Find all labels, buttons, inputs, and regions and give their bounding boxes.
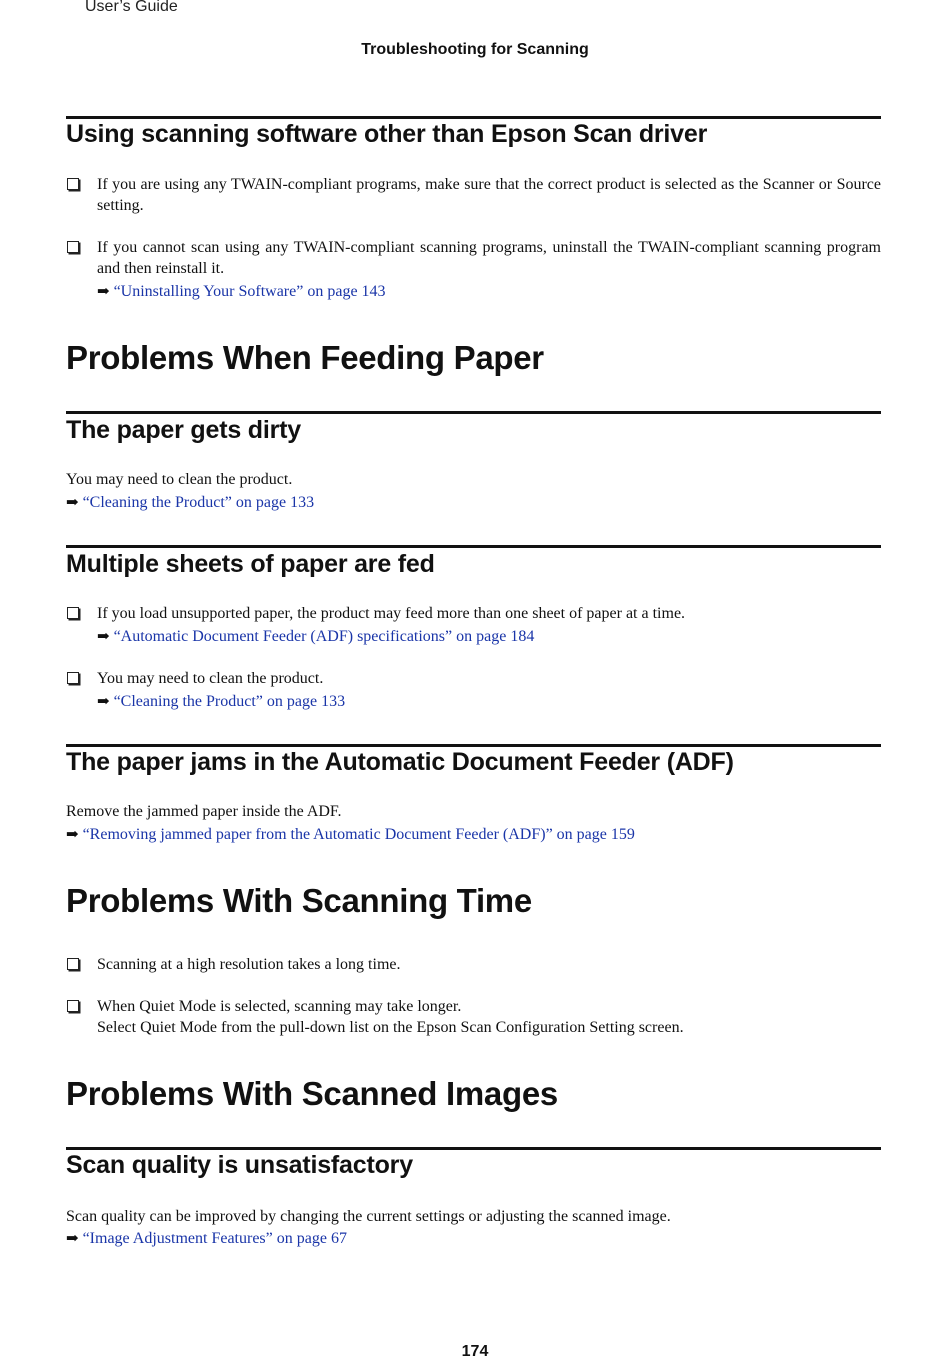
checkbox-bullet-icon	[67, 178, 79, 190]
checkbox-bullet-icon	[67, 607, 79, 619]
section-rule	[66, 1147, 881, 1150]
scanning-time-item-2-line-1: When Quiet Mode is selected, scanning may take longer.	[97, 998, 462, 1015]
checkbox-bullet-icon	[67, 1000, 79, 1012]
link-cleaning-product[interactable]: “Cleaning the Product” on page 133	[82, 494, 315, 511]
page-number: 174	[461, 1343, 489, 1360]
link-row	[97, 626, 534, 648]
heading-scanning-time: Problems With Scanning Time	[66, 882, 532, 919]
other-software-item-2: If you cannot scan using any TWAIN-compliant scanning programs, uninstall the TWAIN-compliant scanning program and then reinstall it.	[97, 239, 881, 277]
link-image-adjustment[interactable]: “Image Adjustment Features” on page 67	[82, 1230, 347, 1247]
heading-other-software: Using scanning software other than Epson Scan driver	[66, 120, 708, 148]
arrow-right-icon: ➡	[97, 694, 110, 710]
link-removing-jammed-paper[interactable]: “Removing jammed paper from the Automatic Document Feeder (ADF)” on page 159	[82, 826, 635, 843]
section-rule	[66, 744, 881, 747]
section-rule	[66, 411, 881, 414]
other-software-item-1: If you are using any TWAIN-compliant programs, make sure that the correct product is selected as the Scanner or Source setting.	[97, 176, 881, 214]
arrow-right-icon: ➡	[97, 629, 110, 645]
paper-jams-text: Remove the jammed paper inside the ADF.	[66, 803, 342, 820]
paper-dirty-text: You may need to clean the product.	[66, 471, 293, 488]
link-row	[66, 824, 635, 846]
link-uninstalling-software[interactable]: “Uninstalling Your Software” on page 143	[113, 283, 386, 300]
multiple-sheets-item-1: If you load unsupported paper, the product may feed more than one sheet of paper at a time.	[97, 605, 686, 622]
heading-feeding-paper: Problems When Feeding Paper	[66, 339, 544, 376]
link-row	[97, 691, 345, 713]
checkbox-bullet-icon	[67, 672, 79, 684]
arrow-right-icon: ➡	[97, 284, 110, 300]
arrow-right-icon: ➡	[66, 827, 79, 843]
link-cleaning-product-2[interactable]: “Cleaning the Product” on page 133	[113, 693, 346, 710]
heading-paper-jams: The paper jams in the Automatic Document Feeder (ADF)	[66, 748, 734, 776]
heading-scan-quality: Scan quality is unsatisfactory	[66, 1151, 413, 1179]
checkbox-bullet-icon	[67, 241, 79, 253]
link-row	[66, 492, 314, 514]
scanning-time-item-1: Scanning at a high resolution takes a long time.	[97, 956, 401, 973]
heading-multiple-sheets: Multiple sheets of paper are fed	[66, 550, 435, 578]
heading-scanned-images: Problems With Scanned Images	[66, 1075, 558, 1112]
link-adf-specifications[interactable]: “Automatic Document Feeder (ADF) specifications” on page 184	[113, 628, 535, 645]
multiple-sheets-item-2: You may need to clean the product.	[97, 670, 324, 687]
section-rule	[66, 116, 881, 119]
arrow-right-icon: ➡	[66, 1231, 79, 1247]
section-rule	[66, 545, 881, 548]
arrow-right-icon: ➡	[66, 495, 79, 511]
heading-paper-dirty: The paper gets dirty	[66, 416, 301, 444]
checkbox-bullet-icon	[67, 958, 79, 970]
running-section-title: Troubleshooting for Scanning	[361, 41, 589, 58]
link-row	[66, 1228, 347, 1250]
guide-title: User’s Guide	[85, 0, 178, 15]
scan-quality-text: Scan quality can be improved by changing the current settings or adjusting the scanned image.	[66, 1208, 671, 1225]
link-row	[97, 281, 386, 303]
scanning-time-item-2-line-2: Select Quiet Mode from the pull-down list on the Epson Scan Configuration Setting screen.	[97, 1019, 684, 1036]
